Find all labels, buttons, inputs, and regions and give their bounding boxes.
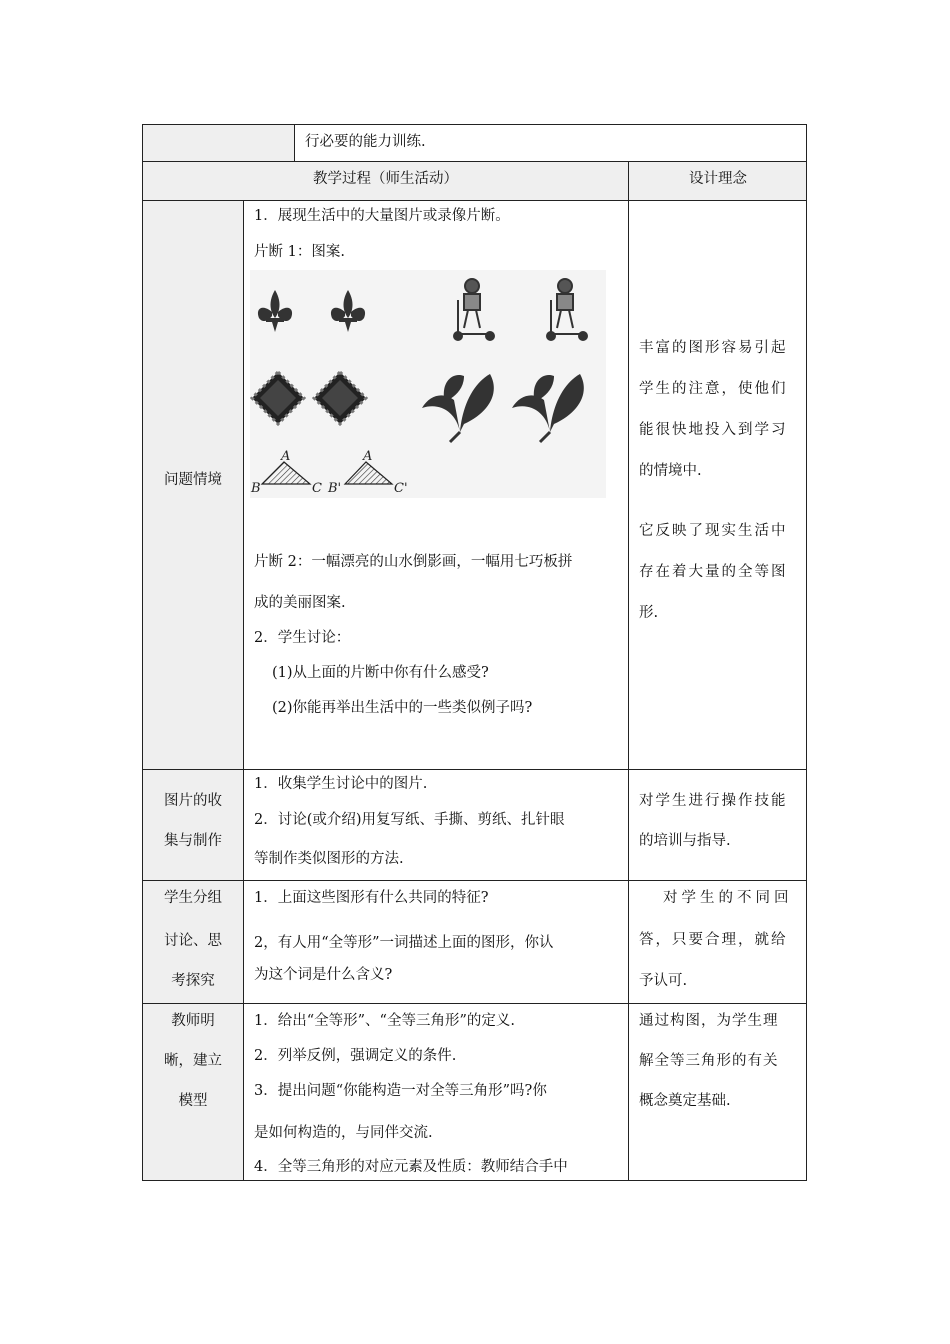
- section1-concept: 丰富的图形容易引起: [639, 340, 788, 356]
- section3-label: 考探究: [171, 973, 215, 989]
- header-concept: 设计理念: [689, 171, 747, 187]
- section2-concept: 的培训与指导.: [639, 833, 731, 849]
- section2-label: 集与制作: [164, 833, 222, 849]
- section2-label: 图片的收: [164, 793, 222, 809]
- row0-text: 行必要的能力训练.: [305, 134, 426, 150]
- section1-concept: 学生的注意，使他们: [639, 381, 788, 397]
- section4-concept: 通过构图，为学生理: [639, 1013, 779, 1029]
- section4-line: 3．提出问题“你能构造一对全等三角形”吗?你: [254, 1083, 547, 1099]
- vertex-label: A: [281, 449, 291, 464]
- section1-concept: 形.: [639, 605, 659, 621]
- vertex-label: C: [312, 481, 322, 496]
- col-divider: [243, 200, 244, 1181]
- section3-concept: 答，只要合理，就给: [639, 932, 788, 948]
- section4-line: 是如何构造的，与同伴交流.: [254, 1125, 433, 1141]
- section3-line: 为这个词是什么含义?: [254, 967, 393, 983]
- section4-label: 模型: [178, 1093, 208, 1109]
- section4-concept: 解全等三角形的有关: [639, 1053, 779, 1069]
- row-divider: [142, 1003, 807, 1004]
- congruent-figures-image: [250, 270, 606, 498]
- section1-label: 问题情境: [164, 472, 222, 488]
- vertex-label: B: [251, 481, 261, 496]
- section4-label: 晰，建立: [164, 1053, 222, 1069]
- section1-line: 片断 1：图案.: [254, 244, 345, 260]
- section2-line: 1．收集学生讨论中的图片.: [254, 776, 428, 792]
- vertex-label: A: [363, 449, 373, 464]
- section3-line: 2，有人用“全等形”一词描述上面的图形，你认: [254, 935, 554, 951]
- header-process: 教学过程（师生活动）: [313, 171, 458, 187]
- section1-concept: 的情境中.: [639, 463, 702, 479]
- vertex-label: C': [394, 481, 408, 496]
- section3-concept: 对学生的不同回: [663, 890, 793, 906]
- section4-concept: 概念奠定基础.: [639, 1093, 731, 1109]
- row-divider: [142, 880, 807, 881]
- col-divider: [628, 161, 629, 1181]
- section1-line: 片断 2：一幅漂亮的山水倒影画，一幅用七巧板拼: [254, 554, 573, 570]
- row-divider: [142, 200, 807, 201]
- vertex-label: B': [328, 481, 342, 496]
- section1-line: (2)你能再举出生活中的一些类似例子吗?: [272, 700, 533, 716]
- section4-line: 2．列举反例，强调定义的条件.: [254, 1048, 457, 1064]
- section3-label: 学生分组: [164, 890, 222, 906]
- section2-line: 2．讨论(或介绍)用复写纸、手撕、剪纸、扎针眼: [254, 812, 565, 828]
- section1-concept: 能很快地投入到学习: [639, 422, 788, 438]
- col-divider: [294, 124, 295, 161]
- section3-line: 1．上面这些图形有什么共同的特征?: [254, 890, 489, 906]
- section4-label: 教师明: [171, 1013, 215, 1029]
- row-divider: [142, 161, 807, 162]
- section1-concept: 它反映了现实生活中: [639, 523, 788, 539]
- section1-line: (1)从上面的片断中你有什么感受?: [272, 665, 489, 681]
- section1-line: 2．学生讨论：: [254, 630, 351, 646]
- section4-line: 1．给出“全等形”、“全等三角形”的定义.: [254, 1013, 515, 1029]
- section2-concept: 对学生进行操作技能: [639, 793, 788, 809]
- section4-line: 4．全等三角形的对应元素及性质：教师结合手中: [254, 1159, 568, 1175]
- section3-label: 讨论、思: [164, 933, 222, 949]
- section1-line: 1．展现生活中的大量图片或录像片断。: [254, 208, 510, 224]
- row-divider: [142, 769, 807, 770]
- section3-concept: 予认可.: [639, 973, 688, 989]
- section2-line: 等制作类似图形的方法.: [254, 851, 404, 867]
- section1-concept: 存在着大量的全等图: [639, 564, 788, 580]
- section1-line: 成的美丽图案.: [254, 595, 346, 611]
